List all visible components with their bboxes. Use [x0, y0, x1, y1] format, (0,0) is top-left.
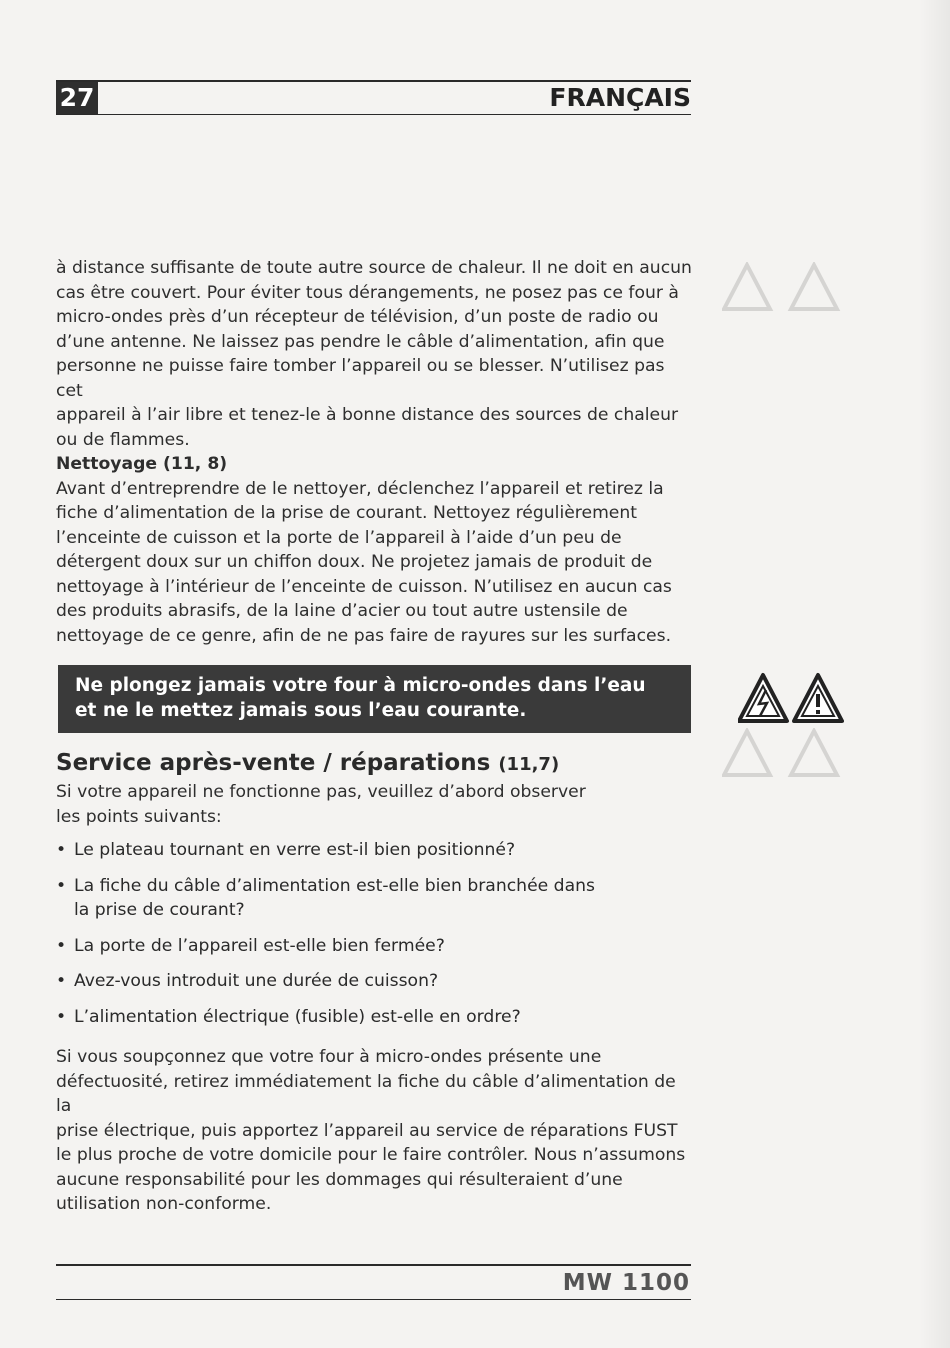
- text-line: ou de flammes.: [56, 429, 190, 450]
- checklist: [56, 838, 696, 1040]
- list-item: [56, 874, 696, 923]
- text-line: la prise de courant?: [74, 900, 245, 920]
- list-item: [56, 838, 696, 863]
- text-line: La fiche du câble d’alimentation est-elle bien branchée dans: [74, 875, 595, 896]
- text-line: d’une antenne. Ne laissez pas pendre le câble d’alimentation, afin que: [56, 331, 665, 352]
- header-rule-bottom: [56, 114, 691, 115]
- general-warning-icon: [794, 675, 842, 721]
- text-line: détergent doux sur un chiffon doux. Ne projetez jamais de produit de: [56, 552, 653, 572]
- show-through-warning-icons: [722, 262, 842, 312]
- text-line: défectuosité, retirez immédiatement la fiche du câble d’alimentation de la: [56, 1071, 676, 1116]
- service-heading: [56, 747, 559, 781]
- text-line: Le plateau tournant en verre est-il bien positionné?: [74, 840, 516, 860]
- text-line: le plus proche de votre domicile pour le faire contrôler. Nous n’assumons: [56, 1145, 686, 1165]
- text-line: l’enceinte de cuisson et la porte de l’appareil à l’aide d’un peu de: [56, 527, 622, 548]
- service-heading-ref: (11,7): [498, 754, 560, 775]
- list-item: [56, 1005, 696, 1030]
- text-line: Si votre appareil ne fonctionne pas, veuillez d’abord observer: [56, 782, 586, 802]
- warning-line: et ne le mettez jamais sous l’eau courante.: [75, 700, 527, 721]
- text-line: nettoyage à l’intérieur de l’enceinte de cuisson. N’utilisez en aucun cas: [56, 576, 672, 597]
- bullet-icon: •: [56, 971, 67, 991]
- text-line: des produits abrasifs, de la laine d’acier ou tout autre ustensile de: [56, 601, 628, 621]
- text-line: cas être couvert. Pour éviter tous dérangements, ne posez pas ce four à: [56, 282, 679, 303]
- list-item: [56, 934, 696, 959]
- service-closing-paragraph: [56, 1045, 696, 1217]
- cleaning-heading: Nettoyage (11, 8): [56, 454, 228, 474]
- warning-icons: [738, 672, 844, 724]
- text-line: Avez-vous introduit une durée de cuisson?: [74, 971, 439, 991]
- page-number: 27: [56, 82, 98, 114]
- text-line: à distance suffisante de toute autre source de chaleur. Il ne doit en aucun: [56, 258, 692, 278]
- service-heading-text: Service après-vente / réparations: [56, 750, 491, 776]
- text-line: Si vous soupçonnez que votre four à micro-ondes présente une: [56, 1047, 602, 1067]
- bullet-icon: •: [56, 875, 67, 896]
- electric-shock-warning-icon: [739, 675, 787, 721]
- text-line: prise électrique, puis apportez l’appareil au service de réparations FUST: [56, 1120, 678, 1141]
- text-line: utilisation non-conforme.: [56, 1194, 272, 1214]
- warning-box: [58, 665, 691, 733]
- model-name: MW 1100: [562, 1270, 690, 1296]
- text-line: Avant d’entreprendre de le nettoyer, déclenchez l’appareil et retirez la: [56, 478, 664, 499]
- text-line: nettoyage de ce genre, afin de ne pas faire de rayures sur les surfaces.: [56, 625, 672, 646]
- bullet-icon: •: [56, 1006, 67, 1027]
- warning-line: Ne plongez jamais votre four à micro-ondes dans l’eau: [75, 675, 646, 696]
- list-item: [56, 969, 696, 994]
- bullet-icon: •: [56, 840, 67, 860]
- text-line: L’alimentation électrique (fusible) est-elle en ordre?: [74, 1006, 521, 1027]
- text-line: appareil à l’air libre et tenez-le à bonne distance des sources de chaleur: [56, 405, 679, 425]
- bullet-icon: •: [56, 935, 67, 956]
- page-edge-shade: [920, 0, 950, 1348]
- cleaning-section: [56, 452, 696, 648]
- footer-rule-top: [56, 1264, 691, 1266]
- text-line: aucune responsabilité pour les dommages qui résulteraient d’une: [56, 1169, 623, 1190]
- footer-rule-bottom: [56, 1299, 691, 1300]
- show-through-warning-icons-lower: [722, 728, 842, 778]
- intro-paragraph: [56, 256, 696, 452]
- service-intro: [56, 780, 696, 829]
- text-line: micro-ondes près d’un récepteur de télévision, d’un poste de radio ou: [56, 307, 659, 327]
- language-heading: FRANÇAIS: [549, 83, 691, 112]
- text-line: La porte de l’appareil est-elle bien fermée?: [74, 935, 445, 956]
- text-line: personne ne puisse faire tomber l’appareil ou se blesser. N’utilisez pas cet: [56, 356, 665, 401]
- text-line: fiche d’alimentation de la prise de courant. Nettoyez régulièrement: [56, 503, 638, 523]
- text-line: les points suivants:: [56, 806, 222, 827]
